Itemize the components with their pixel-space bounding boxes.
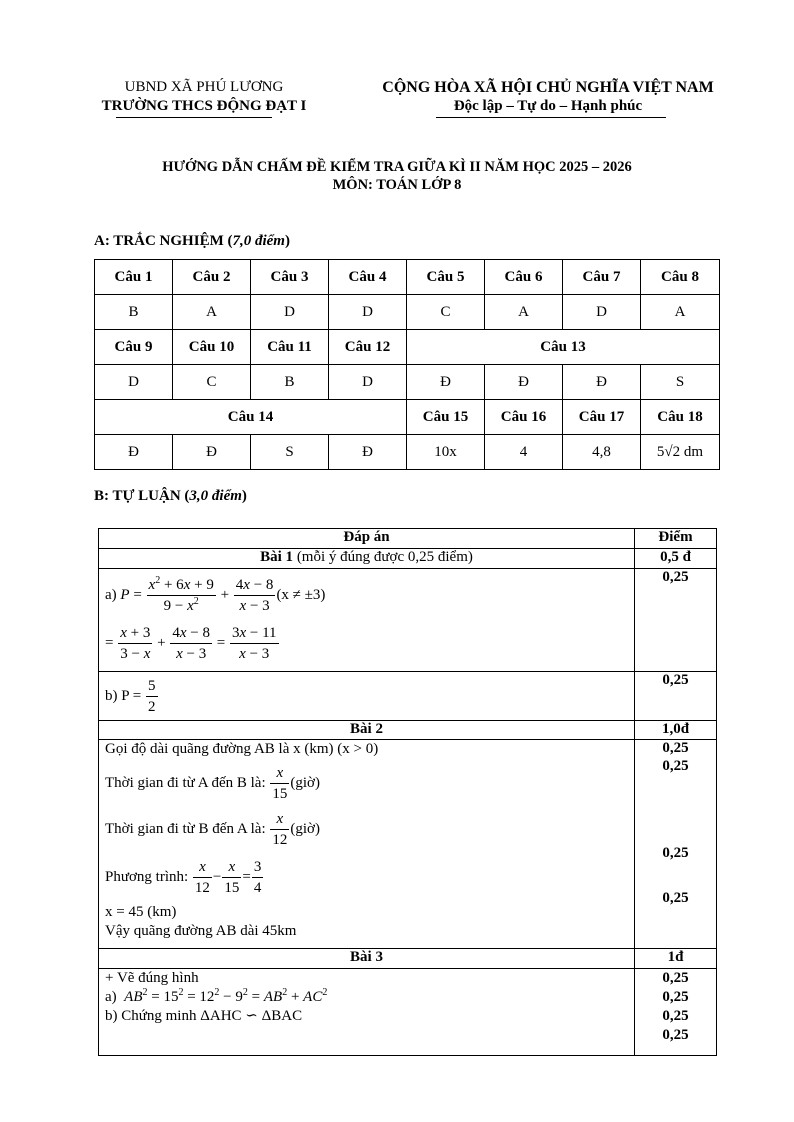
mcq-head: Câu 12: [329, 330, 407, 365]
mcq-head: Câu 18: [641, 400, 720, 435]
mcq-head: Câu 10: [173, 330, 251, 365]
mcq-answer: Đ: [329, 435, 407, 470]
title-line-1: HƯỚNG DẪN CHẤM ĐỀ KIỂM TRA GIỮA KÌ II NĂM HỌC 2025 – 2026: [162, 159, 632, 175]
section-a-heading: A: TRẮC NGHIỆM (7,0 điểm): [94, 233, 290, 249]
mcq-answer: B: [251, 365, 329, 400]
mcq-row-answers-3: [95, 435, 720, 470]
bai1-b-score: 0,25: [635, 672, 717, 721]
score-column-header: Điểm: [635, 529, 717, 549]
mcq-head-merged: Câu 14: [95, 400, 407, 435]
mcq-head: Câu 2: [173, 260, 251, 295]
nation-header: [358, 78, 738, 116]
mcq-head: Câu 5: [407, 260, 485, 295]
bai1-title: Bài 1: [260, 549, 294, 565]
fraction: $\frac{3}{4}$: [253, 858, 262, 896]
bai1-title-cell: [99, 549, 635, 569]
bai3-scores: 0,25 0,25 0,25 0,25: [635, 969, 717, 1056]
fraction: $\frac{4x - 8}{x - 3}$: [172, 624, 210, 662]
fraction: $\frac{x}{12}$: [194, 858, 210, 896]
bai3-body-row: [99, 969, 717, 1056]
mcq-answer: 10x: [407, 435, 485, 470]
essay-header-row: [99, 529, 717, 549]
title-line-2: MÔN: TOÁN LỚP 8: [332, 177, 462, 193]
bai2-line-1: Gọi độ dài quãng đường AB là x (km) (x > 0): [105, 741, 379, 757]
nation-motto: Độc lập – Tự do – Hạnh phúc: [453, 98, 643, 114]
bai1-a-result: = $\frac{x + 3}{3 - x}$ + $\frac{4x - 8}{x - 3}$ = $\frac{3x - 11}{x - 3}$: [105, 624, 277, 662]
nation-name: CỘNG HÒA XÃ HỘI CHỦ NGHĨA VIỆT NAM: [382, 79, 714, 96]
bai1-b-row: [99, 672, 717, 721]
motto-underline: [436, 117, 666, 118]
mcq-answer: D: [563, 295, 641, 330]
mcq-row-answers-2: [95, 365, 720, 400]
fraction: $\frac{x}{12}$: [272, 810, 288, 848]
fraction: $\frac{x^2 + 6x + 9}{9 - x^2}$: [148, 575, 214, 614]
mcq-answer: 5√2 dm: [641, 435, 720, 470]
bai2-total: 1,0đ: [635, 721, 717, 740]
bai2-body-row: [99, 740, 717, 949]
section-b-heading: B: TỰ LUẬN (3,0 điểm): [94, 488, 247, 504]
mcq-row-heads-2: [95, 330, 720, 365]
bai1-note: (mỗi ý đúng được 0,25 điểm): [293, 549, 473, 565]
mcq-head: Câu 8: [641, 260, 720, 295]
bai1-a-expr: a) P = $\frac{x^2 + 6x + 9}{9 - x^2}$ + $\frac{4x - 8}{x - 3}$ (x ≠ ±3): [105, 575, 326, 614]
mcq-answer: Đ: [173, 435, 251, 470]
bai3-line-3: b) Chứng minh ΔAHC ∽ ΔBAC: [105, 1008, 303, 1024]
bai3-header-row: [99, 949, 717, 969]
fraction: $\frac{x}{15}$: [272, 764, 288, 802]
bai1-a-cell: [99, 569, 635, 672]
mcq-answer: A: [485, 295, 563, 330]
bai1-a-row: [99, 569, 717, 672]
mcq-head: Câu 1: [95, 260, 173, 295]
mcq-row-heads-1: [95, 260, 720, 295]
bai3-body: [99, 969, 635, 1056]
mcq-answer: S: [641, 365, 720, 400]
answer-column-header: Đáp án: [99, 529, 635, 549]
school-header: [96, 78, 312, 116]
bai1-b-cell: b) P = $\frac{5}{2}$: [99, 672, 635, 721]
mcq-head: Câu 11: [251, 330, 329, 365]
bai3-line-2: a) $AB^2 = 15^2 = 12^2 - 9^2 = AB^2 + AC^2$: [105, 987, 328, 1005]
mcq-head: Câu 4: [329, 260, 407, 295]
bai1-header-row: [99, 549, 717, 569]
bai2-title: Bài 2: [99, 721, 635, 740]
mcq-answer: A: [173, 295, 251, 330]
bai1-a-score: 0,25: [635, 569, 717, 672]
bai3-total: 1đ: [635, 949, 717, 969]
bai1-a-condition: (x ≠ ±3): [276, 587, 326, 603]
mcq-answer: Đ: [485, 365, 563, 400]
commune-name: UBND XÃ PHÚ LƯƠNG: [124, 79, 284, 95]
mcq-head: Câu 7: [563, 260, 641, 295]
bai2-body: [99, 740, 635, 949]
bai2-line-5: x = 45 (km): [105, 904, 177, 920]
bai3-line-1: + Vẽ đúng hình: [105, 970, 199, 986]
mcq-answer: D: [329, 295, 407, 330]
mcq-row-heads-3: [95, 400, 720, 435]
mcq-answer: S: [251, 435, 329, 470]
section-a-points: 7,0 điểm: [232, 233, 285, 249]
mcq-answer: Đ: [407, 365, 485, 400]
mcq-answer: Đ: [563, 365, 641, 400]
fraction: $\frac{4x - 8}{x - 3}$: [235, 577, 274, 614]
mcq-answer-table: [94, 259, 720, 470]
bai3-title: Bài 3: [99, 949, 635, 969]
mcq-head: Câu 6: [485, 260, 563, 295]
mcq-answer: Đ: [95, 435, 173, 470]
fraction: $\frac{3x - 11}{x - 3}$: [231, 624, 277, 662]
school-name: TRƯỜNG THCS ĐỘNG ĐẠT I: [101, 98, 307, 114]
mcq-answer: C: [407, 295, 485, 330]
mcq-answer: 4: [485, 435, 563, 470]
mcq-head-merged: Câu 13: [407, 330, 720, 365]
mcq-head: Câu 17: [563, 400, 641, 435]
fraction: $\frac{x}{15}$: [224, 858, 240, 896]
fraction: $\frac{5}{2}$: [148, 677, 156, 715]
bai2-header-row: [99, 721, 717, 740]
mcq-answer: D: [251, 295, 329, 330]
mcq-answer: C: [173, 365, 251, 400]
mcq-answer: 4,8: [563, 435, 641, 470]
bai2-line-4: Phương trình: $\frac{x}{12}$ − $\frac{x}{15}$ = $\frac{3}{4}$: [105, 858, 262, 896]
mcq-answer: A: [641, 295, 720, 330]
bai2-scores: 0,25 0,25 0,25 0,25: [635, 740, 717, 949]
mcq-row-answers-1: [95, 295, 720, 330]
bai2-line-2: Thời gian đi từ A đến B là: $\frac{x}{15}$ (giờ): [105, 764, 320, 802]
mcq-answer: D: [95, 365, 173, 400]
bai2-line-6: Vậy quãng đường AB dài 45km: [105, 923, 297, 939]
mcq-head: Câu 15: [407, 400, 485, 435]
mcq-head: Câu 9: [95, 330, 173, 365]
mcq-answer: B: [95, 295, 173, 330]
mcq-head: Câu 16: [485, 400, 563, 435]
fraction: $\frac{x + 3}{3 - x}$: [120, 624, 151, 662]
bai1-total: 0,5 đ: [635, 549, 717, 569]
school-underline: [116, 117, 272, 118]
mcq-head: Câu 3: [251, 260, 329, 295]
essay-answer-table: [98, 528, 717, 1056]
bai2-line-3: Thời gian đi từ B đến A là: $\frac{x}{12}$ (giờ): [105, 810, 320, 848]
section-b-points: 3,0 điểm: [189, 488, 242, 504]
document-title: [80, 158, 714, 194]
mcq-answer: D: [329, 365, 407, 400]
